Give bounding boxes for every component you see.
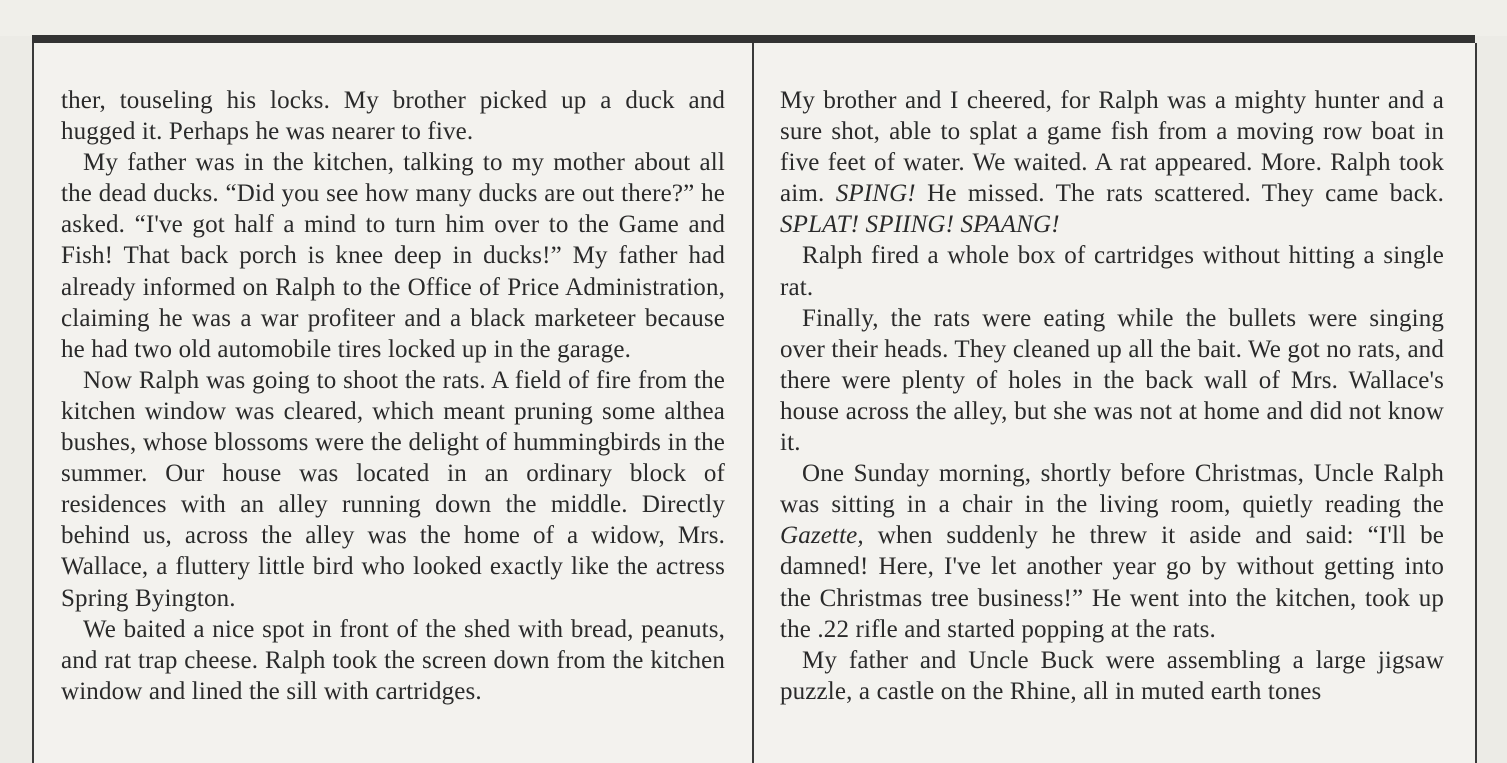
paragraph	[780, 85, 1444, 240]
paragraph-text: He missed. The rats scattered. They came back.	[915, 180, 1444, 208]
paragraph-text: One Sunday morning, shortly before Christmas, Uncle Ralph was sitting in a chair in the living room, quietly reading the	[780, 460, 1444, 519]
paragraph: My father and Uncle Buck were assembling a large jigsaw puzzle, a castle on the Rhine, all in muted earth tones	[780, 646, 1444, 705]
sound-effect-text: SPING!	[835, 180, 916, 208]
header-rule	[32, 35, 1475, 43]
left-column	[61, 85, 725, 707]
newspaper-title: Gazette,	[780, 522, 864, 550]
paragraph: We baited a nice spot in front of the shed with bread, peanuts, and rat trap cheese. Ralph took the screen down from the kitchen window and lined the sill with cartridges.	[61, 615, 725, 705]
paragraph: My father was in the kitchen, talking to my mother about all the dead ducks. “Did you see how many ducks are out there?” he asked. “I've got half a mind to turn him over to the Game and Fish! That back porch is knee deep in ducks!” My father had already informed on Ralph to the Office of Price Administration, claiming he was a war profiteer and a black marketeer because he had two old automobile tires locked up in the garage.	[61, 149, 725, 363]
sound-effect-text: SPLAT! SPIING! SPAANG!	[780, 211, 1060, 239]
page-top-margin	[0, 0, 1507, 36]
column-divider	[752, 43, 754, 763]
paragraph: Finally, the rats were eating while the bullets were singing over their heads. They cleaned up all the bait. We got no rats, and there were plenty of holes in the back wall of Mrs. Wallace's house across the alley, but she was not at home and did not know it.	[780, 304, 1444, 457]
paragraph: Ralph fired a whole box of cartridges without hitting a single rat.	[780, 242, 1444, 301]
right-column	[780, 85, 1444, 707]
paragraph: Now Ralph was going to shoot the rats. A field of fire from the kitchen window was cleared, which meant pruning some althea bushes, whose blossoms were the delight of hummingbirds in the summer. Our house was located in an ordinary block of residences with an alley running down the middle. Directly behind us, across the alley was the home of a widow, Mrs. Wallace, a fluttery little bird who looked exactly like the actress Spring Byington.	[61, 366, 725, 612]
paragraph-text: My brother and I cheered, for Ralph was a mighty hunter and a sure shot, able to splat a game fish from a moving row boat in five feet of water. We waited. A rat appeared. More. Ralph took aim.	[780, 87, 1444, 208]
paragraph	[780, 458, 1444, 645]
paragraph: ther, touseling his locks. My brother picked up a duck and hugged it. Perhaps he was nearer to five.	[61, 87, 725, 146]
paragraph-text: when suddenly he threw it aside and said: “I'll be damned! Here, I've let another year go by without getting into the Christmas tree business!” He went into the kitchen, took up the .22 rifle and started popping at the rats.	[780, 522, 1444, 643]
